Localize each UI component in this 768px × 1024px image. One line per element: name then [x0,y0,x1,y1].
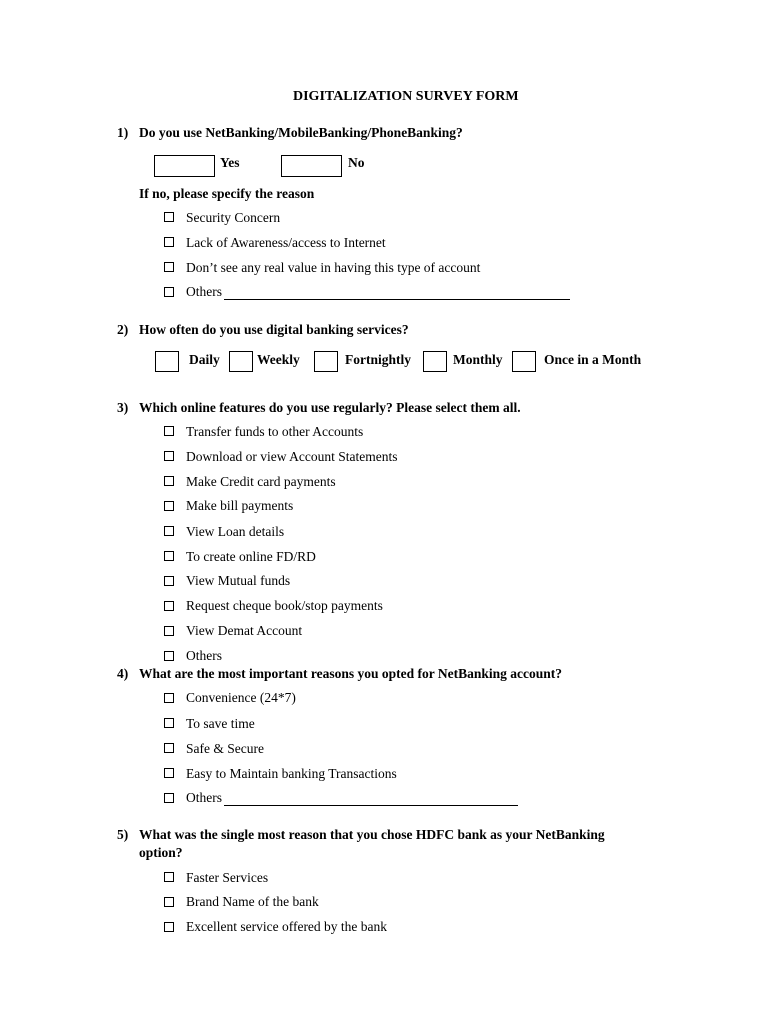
checkbox-save-time[interactable] [164,718,174,728]
checkbox-brand-name[interactable] [164,897,174,907]
checkbox-daily[interactable] [155,351,179,372]
page-title: DIGITALIZATION SURVEY FORM [293,89,519,104]
no-answer-box[interactable] [281,155,342,177]
checkbox-no-real-value[interactable] [164,262,174,272]
question-2-text: How often do you use digital banking services? [139,322,409,337]
checkbox-mutual-funds[interactable] [164,576,174,586]
question-4-text: What are the most important reasons you opted for NetBanking account? [139,666,563,681]
checkbox-safe-secure[interactable] [164,743,174,753]
checkbox-fortnightly[interactable] [314,351,338,372]
question-5-text-line-1: What was the single most reason that you chose HDFC bank as your NetBanking [139,827,605,842]
checkbox-credit-card-payments[interactable] [164,476,174,486]
option-label: Daily [189,352,220,367]
option-label: To create online FD/RD [186,549,316,564]
question-3-number: 3) [117,400,129,415]
option-label: Monthly [453,352,503,367]
option-label: Faster Services [186,870,269,885]
checkbox-q1-others[interactable] [164,287,174,297]
yes-answer-box[interactable] [154,155,215,177]
option-label: Others [186,790,222,805]
option-label: Safe & Secure [186,741,264,756]
no-label: No [348,155,365,170]
option-label: Fortnightly [345,352,411,367]
question-1-number: 1) [117,125,129,140]
option-label: View Demat Account [186,623,303,638]
option-label: View Mutual funds [186,573,291,588]
checkbox-excellent-service[interactable] [164,922,174,932]
question-1-follow-up: If no, please specify the reason [139,186,315,201]
checkbox-account-statements[interactable] [164,451,174,461]
option-label: Easy to Maintain banking Transactions [186,766,397,781]
yes-label: Yes [220,155,240,170]
option-label: Weekly [257,352,300,367]
question-1-text: Do you use NetBanking/MobileBanking/PhoneBanking? [139,125,463,140]
others-fill-line[interactable] [224,794,518,806]
option-label: View Loan details [186,524,285,539]
checkbox-q3-others[interactable] [164,651,174,661]
checkbox-easy-maintain[interactable] [164,768,174,778]
option-label: Brand Name of the bank [186,894,319,909]
option-label: Transfer funds to other Accounts [186,424,364,439]
checkbox-bill-payments[interactable] [164,501,174,511]
option-label: Make bill payments [186,498,294,513]
checkbox-security-concern[interactable] [164,212,174,222]
others-fill-line[interactable] [224,288,570,300]
checkbox-once-in-a-month[interactable] [512,351,536,372]
question-4-number: 4) [117,666,129,681]
option-label: Don’t see any real value in having this type of account [186,260,481,275]
option-label: Lack of Awareness/access to Internet [186,235,386,250]
question-5-text-line-2: option? [139,845,183,860]
option-label: Convenience (24*7) [186,690,296,705]
checkbox-online-fd-rd[interactable] [164,551,174,561]
option-label: Make Credit card payments [186,474,336,489]
option-label: Excellent service offered by the bank [186,919,388,934]
checkbox-weekly[interactable] [229,351,253,372]
option-label: To save time [186,716,255,731]
others-row [186,284,570,300]
checkbox-lack-of-awareness[interactable] [164,237,174,247]
checkbox-faster-services[interactable] [164,872,174,882]
option-label: Request cheque book/stop payments [186,598,383,613]
option-label: Once in a Month [544,352,642,367]
checkbox-demat-account[interactable] [164,626,174,636]
checkbox-cheque-book[interactable] [164,601,174,611]
checkbox-convenience[interactable] [164,693,174,703]
checkbox-q4-others[interactable] [164,793,174,803]
question-5-number: 5) [117,827,129,842]
option-label: Others [186,648,222,663]
question-2-number: 2) [117,322,129,337]
option-label: Others [186,284,222,299]
option-label: Download or view Account Statements [186,449,398,464]
checkbox-loan-details[interactable] [164,526,174,536]
checkbox-monthly[interactable] [423,351,447,372]
question-3-text: Which online features do you use regularly? Please select them all. [139,400,521,415]
option-label: Security Concern [186,210,281,225]
checkbox-transfer-funds[interactable] [164,426,174,436]
others-row [186,790,518,806]
